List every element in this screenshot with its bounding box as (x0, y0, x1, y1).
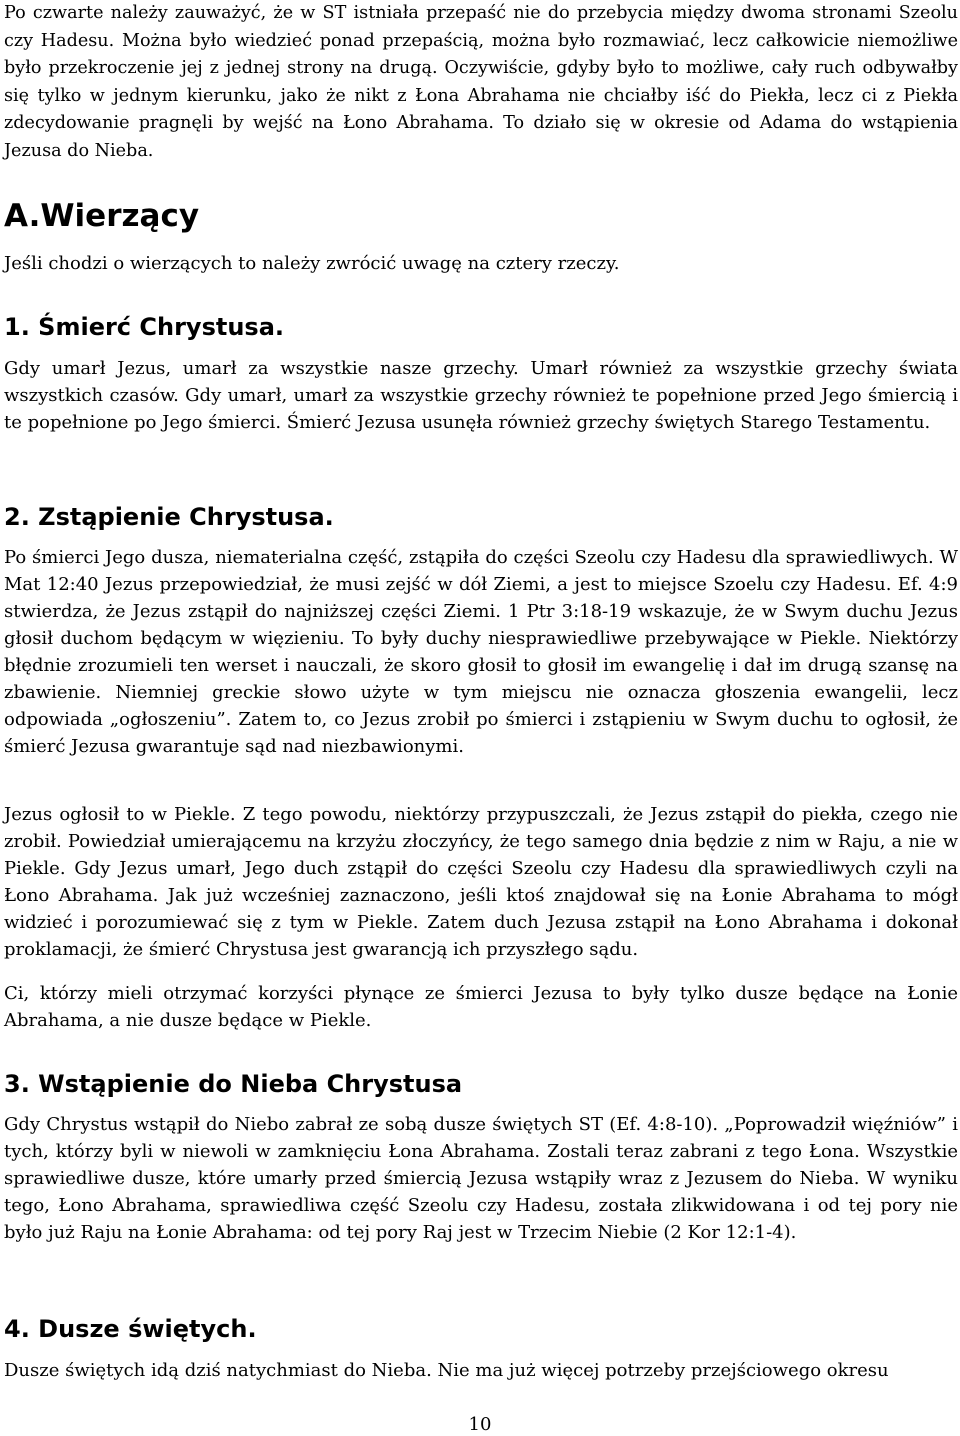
section-3-paragraph: Gdy Chrystus wstąpił do Niebo zabrał ze sobą dusze świętych ST (Ef. 4:8-10). „Poprowadził więźniów” i tych, którzy byli w niewoli w zamknięciu Łona Abrahama. Zostali teraz zabrani z tego Łona. Wszystkie sprawiedliwe dusze, które umarły przed śmiercią Jezusa wstąpiły wraz z Jezusem do Nieba. W wyniku tego, Łono Abrahama, sprawiedliwa część Szeolu czy Hadesu, została zlikwidowana i od tej pory nie było już Raju na Łonie Abrahama: od tej pory Raj jest w Trzecim Niebie (2 Kor 12:1-4). (4, 1114, 958, 1243)
heading-souls-of-saints: 4. Dusze świętych. (4, 1315, 257, 1343)
page-number: 10 (468, 1414, 492, 1435)
section-4-paragraph: Dusze świętych idą dziś natychmiast do Nieba. Nie ma już więcej potrzeby przejściowego okresu (4, 1360, 889, 1381)
section-2-block-1 (4, 544, 958, 760)
section-2-paragraph-1: Po śmierci Jego dusza, niematerialna część, zstąpiła do części Szeolu czy Hadesu dla sprawiedliwych. W Mat 12:40 Jezus przepowiedział, że musi zejść w dół Ziemi, a jest to miejsce Szoelu czy Hadesu. Ef. 4:9 stwierdza, że Jezus zstąpił do najniższej części Ziemi. 1 Ptr 3:18-19 wskazuje, że w Swym duchu Jezus głosił duchom będącym w więzieniu. To były duchy niesprawiedliwe przebywające w Piekle. Niektórzy błędnie zrozumieli ten werset i nauczali, że skoro głosił to głosił im ewangelię i dał im drugą szansę na zbawienie. Niemniej greckie słowo użyte w tym miejscu nie oznacza głoszenia ewangelii, lecz odpowiada „ogłoszeniu”. Zatem to, co Jezus zrobił po śmierci i zstąpieniu w Swym duchu to ogłosił, że śmierć Jezusa gwarantuje sąd nad niezbawionymi. (4, 547, 958, 757)
section-2-paragraph-3: Ci, którzy mieli otrzymać korzyści płynące ze śmierci Jezusa to były tylko dusze będące na Łonie Abrahama, a nie dusze będące w Piekle. (4, 983, 958, 1031)
section-1-paragraph: Gdy umarł Jezus, umarł za wszystkie nasze grzechy. Umarł również za wszystkie grzechy świata wszystkich czasów. Gdy umarł, umarł za wszystkie grzechy również te popełnione przed Jego śmiercią i te popełnione po Jego śmierci. Śmierć Jezusa usunęła również grzechy świętych Starego Testamentu. (4, 358, 958, 433)
section-1-block (4, 355, 958, 436)
intro-paragraph: Po czwarte należy zauważyć, że w ST istniała przepaść nie do przebycia między dwoma stronami Szeolu czy Hadesu. Można było wiedzieć ponad przepaścią, można było rozmawiać, lecz całkowicie niemożliwe było przekroczenie jej z jednej strony na drugą. Oczywiście, gdyby było to możliwe, cały ruch odbywałby się tylko w jednym kierunku, jako że nikt z Łona Abrahama nie chciałby iść do Piekła, lecz ci z Piekła zdecydowanie pragnęli by wejść na Łono Abrahama. To działo się w okresie od Adama do wstąpienia Jezusa do Nieba. (4, 3, 958, 161)
section-2-paragraph-2: Jezus ogłosił to w Piekle. Z tego powodu, niektórzy przypuszczali, że Jezus zstąpił do piekła, czego nie zrobił. Powiedział umierającemu na krzyżu złoczyńcy, że tego samego dnia będzie z nim w Raju, a nie w Piekle. Gdy Jezus umarł, Jego duch zstąpił do części Szeolu czy Hadesu dla sprawiedliwych czyli na Łono Abrahama. Jak już wcześniej zaznaczono, jeśli ktoś znajdował się na Łonie Abrahama to mógł widzieć i porozumiewać się z tym w Piekle. Zatem duch Jezusa zstąpił na Łono Abrahama i dokonał proklamacji, że śmierć Chrystusa jest gwarancją ich przyszłego sądu. (4, 804, 958, 960)
section-3-block (4, 1111, 958, 1246)
section-2-block-3 (4, 980, 958, 1034)
heading-descent-of-christ: 2. Zstąpienie Chrystusa. (4, 503, 334, 531)
heading-death-of-christ: 1. Śmierć Chrystusa. (4, 313, 285, 341)
section-heading-a: A.Wierzący (4, 198, 200, 234)
section-a-intro: Jeśli chodzi o wierzących to należy zwrócić uwagę na cztery rzeczy. (4, 253, 620, 274)
section-4-block (4, 1357, 958, 1384)
intro-block (4, 0, 958, 165)
section-a-intro-block (4, 250, 958, 277)
section-2-block-2 (4, 801, 958, 963)
heading-ascension-of-christ: 3. Wstąpienie do Nieba Chrystusa (4, 1070, 463, 1098)
